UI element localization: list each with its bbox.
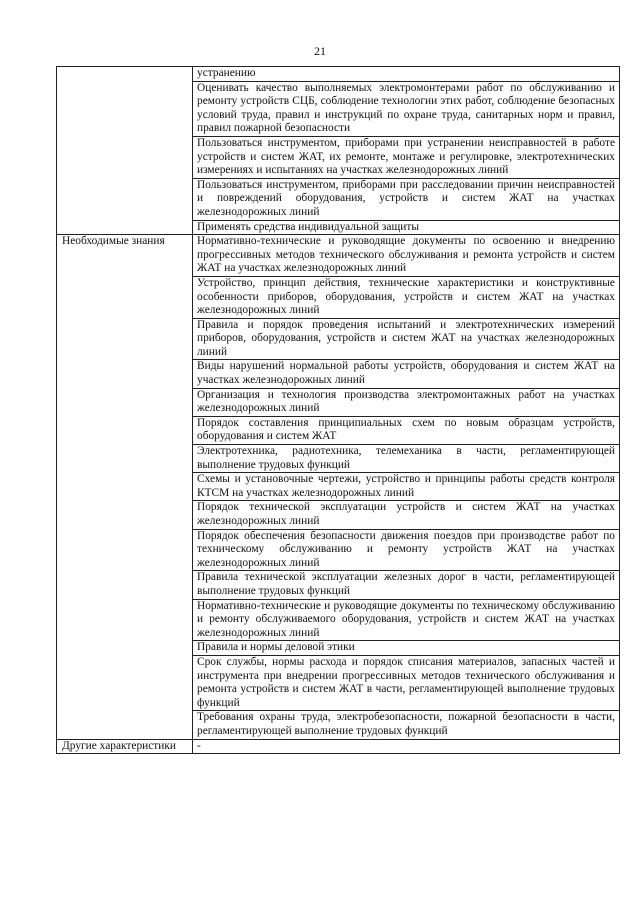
table-cell: Пользоваться инструментом, приборами при устранении неисправностей в работе устройств и систем ЖАТ, их ремонте, монтаже и регулировке, электротехнических измерениях и испытаниях на участках железнодорожных линий bbox=[193, 136, 620, 178]
table-cell: Нормативно-технические и руководящие документы по освоению и внедрению прогрессивных методов технического обслуживания и ремонта устройств и систем ЖАТ на участках железнодорожных линий bbox=[193, 235, 620, 277]
table-cell: Порядок технической эксплуатации устройств и систем ЖАТ на участках железнодорожных линий bbox=[193, 501, 620, 529]
table-cell: Правила технической эксплуатации железных дорог в части, регламентирующей выполнение трудовых функций bbox=[193, 571, 620, 599]
table-cell: Правила и порядок проведения испытаний и электротехнических измерений приборов, оборудования, устройств и систем ЖАТ на участках железнодорожных линий bbox=[193, 318, 620, 360]
table-cell: Оценивать качество выполняемых электромонтерами работ по обслуживанию и ремонту устройств СЦБ, соблюдение технологии этих работ, соблюдение безопасных условий труда, правил и инструкций по охране труда, санитарных норм и правил, правил пожарной безопасности bbox=[193, 81, 620, 136]
table-cell: Устройство, принцип действия, технические характеристики и конструктивные особенности приборов, оборудования, устройств и систем ЖАТ на участках железнодорожных линий bbox=[193, 276, 620, 318]
table-cell: Порядок обеспечения безопасности движения поездов при производстве работ по техническому обслуживанию и ремонту устройств ЖАТ на участках железнодорожных линий bbox=[193, 529, 620, 571]
table-cell: Правила и нормы деловой этики bbox=[193, 641, 620, 656]
table-cell: Пользоваться инструментом, приборами при расследовании причин неисправностей и повреждений оборудования, устройств и систем ЖАТ на участках железнодорожных линий bbox=[193, 178, 620, 220]
table-row bbox=[57, 235, 620, 277]
table-cell: устранению bbox=[193, 67, 620, 82]
table-cell: Требования охраны труда, электробезопасности, пожарной безопасности в части, регламентирующей выполнение трудовых функций bbox=[193, 711, 620, 739]
table-cell: Порядок составления принципиальных схем по новым образцам устройств, оборудования и систем ЖАТ bbox=[193, 416, 620, 444]
other-value: - bbox=[193, 739, 620, 754]
table-cell: Электротехника, радиотехника, телемеханика в части, регламентирующей выполнение трудовых функций bbox=[193, 445, 620, 473]
skills-label-cell bbox=[57, 67, 193, 235]
table-cell: Виды нарушений нормальной работы устройств, оборудования и систем ЖАТ на участках железнодорожных линий bbox=[193, 360, 620, 388]
competency-table bbox=[56, 66, 620, 754]
knowledge-label: Необходимые знания bbox=[57, 235, 193, 739]
table-cell: Нормативно-технические и руководящие документы по техническому обслуживанию и ремонту обслуживаемого оборудования, устройств и систем ЖАТ на участках железнодорожных линий bbox=[193, 599, 620, 641]
other-label: Другие характеристики bbox=[57, 739, 193, 754]
table-cell: Применять средства индивидуальной защиты bbox=[193, 220, 620, 235]
table-cell: Организация и технология производства электромонтажных работ на участках железнодорожных линий bbox=[193, 388, 620, 416]
table-cell: Схемы и установочные чертежи, устройство и принципы работы средств контроля КТСМ на участках железнодорожных линий bbox=[193, 473, 620, 501]
table-cell: Срок службы, нормы расхода и порядок списания материалов, запасных частей и инструмента при внедрении прогрессивных методов технического обслуживания и ремонта устройств и систем ЖАТ в части, регламентирующей выполнение трудовых функций bbox=[193, 655, 620, 710]
page-number: 21 bbox=[314, 44, 326, 58]
table-row bbox=[57, 67, 620, 82]
table-row bbox=[57, 739, 620, 754]
